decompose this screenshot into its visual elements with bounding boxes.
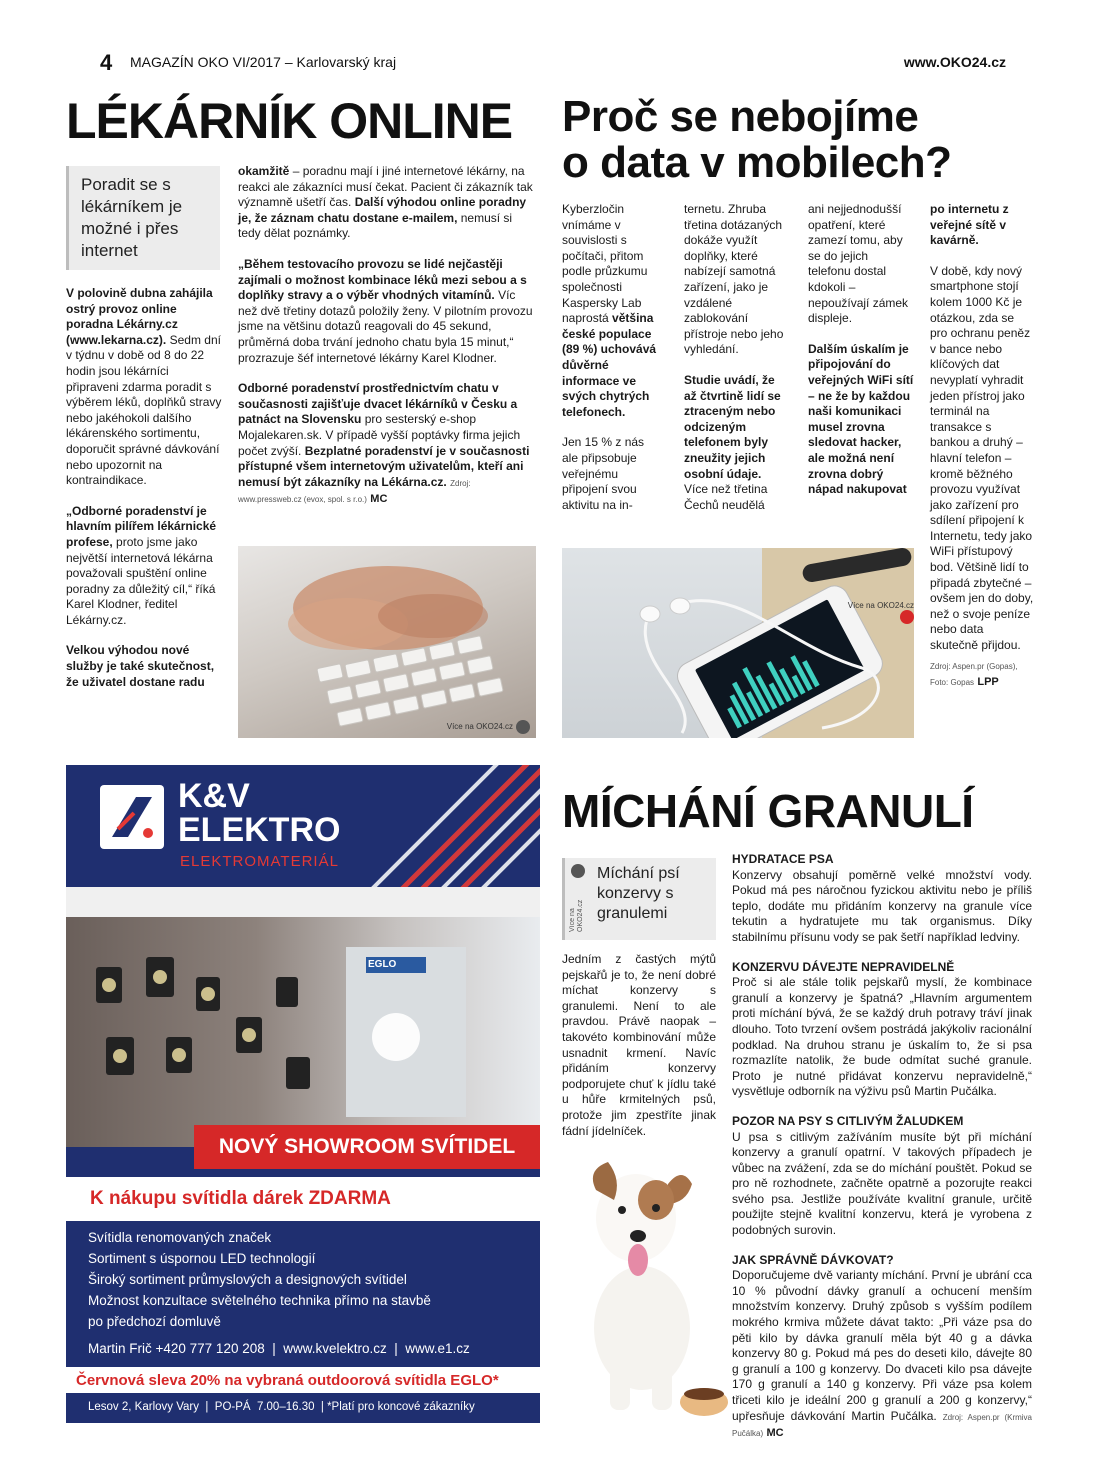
article-mobile-col3 (808, 202, 914, 498)
keyboard-photo (238, 546, 536, 738)
paragraph: ani nejjednodušší opatření, které zamezí tomu, aby se do jejich telefonu dostal kdokoli – nepoužívají zámek displeje. (808, 202, 909, 326)
article-lekarnik-col1 (66, 286, 222, 690)
source-credit: Zdroj: Aspen.pr (Krmiva Pučálka) (732, 1412, 1032, 1439)
paragraph (930, 658, 1034, 691)
section-heading: JAK SPRÁVNĚ DÁVKOVAT? (732, 1252, 894, 1267)
magazine-issue: MAGAZÍN OKO VI/2017 – Karlovarský kraj (130, 54, 397, 70)
gift-text: K nákupu svítidla dárek ZDARMA (90, 1188, 391, 1209)
brand-name: K&V (178, 777, 250, 815)
paragraph: Doporučujeme dvě varianty míchání. První je ubrání cca 10 % původní dávky granulí a ochucení menším množstvím konzervy. Druhý způsob s vyšším podílem mokrého krmiva můžete dávat takto: „Při váze psa do pěti kilo by dávka granulí měla být 40 g a dávka konzervy 80 g. Pokud má pes do deseti kilo, dávejte 80 g granulí a 100 g konzervy. Do dvaceti kilo psa dávejte 170 g granulí a 140 g konzervy. Při váze psa kolem třiceti kilo je ideální 200 g granulí a 200 g konzervy,“ upřesňuje dávkování Martin Pučálka. Zdroj: Aspen.pr (Krmiva Pučálka) MC (732, 1268, 1032, 1440)
paragraph: „Během testovacího provozu se lidé nejčastěji zajímali o možnost kombinace léků mezi sebou a s doplňky stravy a o výběr vhodných vitamínů. Víc než dvě třetiny dotazů položily ženy. V pilotním provozu jsme na většinu dotazů reagovali do 45 sekund, průměrná doba trvání jednoho chatu byla 15 minut,“ prozrazuje šéf internetové lékárny Karel Klodner. (238, 256, 533, 365)
more-at-oko24-badge: Více na OKO24.cz (447, 720, 530, 734)
feature-item: Široký sortiment průmyslových a designových svítidel (88, 1272, 407, 1287)
article-lekarnik-col2 (238, 164, 536, 508)
feature-item: Svítidla renomovaných značek (88, 1230, 272, 1245)
vice-text: Více na OKO24.cz (569, 899, 584, 932)
article-granule-body (732, 852, 1032, 1442)
showroom-banner (194, 1125, 540, 1169)
feature-item: Sortiment s úspornou LED technologií (88, 1251, 316, 1266)
sale-strip (66, 1367, 540, 1393)
title-line: o data v mobilech? (562, 138, 952, 187)
pullquote-text: Poradit se s lékárníkem je možné i přes internet (81, 175, 183, 260)
paragraph: Jen 15 % z nás ale připsobuje veřejnému připojení svou aktivitu na in- (562, 435, 645, 512)
paragraph: Dalším úskalím je připojování do veřejných WiFi sítí – ne že by každou naši komunikaci musel zrovna sledovat hacker, ale možná není zrovna dobrý nápad nakupovat (808, 341, 914, 497)
article-granule-title: MÍCHÁNÍ GRANULÍ (562, 785, 974, 837)
kv-logo-icon (100, 785, 164, 849)
feature-item: Možnost konzultace světelného technika přímo na stavbě (88, 1293, 431, 1308)
paragraph: Kyberzločin vnímáme v souvislosti s počítači, přitom podle průzkumu společnosti Kaspersky Lab naprostá většina české populace (89 %) uchovává důvěrné informace ve svých chytrých telefonech. (562, 202, 657, 419)
article-granule-intro: Jedním z častých mýtů pejskařů je to, že není dobré míchat konzervy s granulemi. Není to ale pravdou. Právě naopak – takovéto kombinování může usnadnit krmení. Navíc přidáním konzervy podporujete chuť k jídlu také u hůře krmitelných psů, protože jim zpestříte jinak fádní jídelníček. (562, 952, 716, 1138)
ad-header (66, 765, 540, 887)
source-credit: Zdroj: Aspen.pr (Gopas), Foto: Gopas (930, 661, 1018, 688)
article-mobile-col1 (562, 202, 662, 513)
pullquote (562, 858, 716, 940)
kv-elektro-advert[interactable] (66, 765, 540, 1423)
gift-strip (66, 1177, 540, 1221)
page-number: 4 (100, 50, 113, 75)
showroom-lamps-illustration (66, 887, 540, 1147)
ad-footer: Lesov 2, Karlovy Vary | PO-PÁ 7.00–16.30 | *Platí pro koncové zákazníky (88, 1401, 475, 1413)
oko-logo-icon (900, 610, 914, 624)
source-credit: Zdroj: www.pressweb.cz (evox, spol. s r.o.) (238, 478, 471, 505)
section-heading: POZOR NA PSY S CITLIVÝM ŽALUDKEM (732, 1113, 964, 1128)
paragraph: Studie uvádí, že až čtvrtině lidí se ztraceným nebo odcizeným telefonem byly zneužity jejich osobní údaje. Více než třetina Čechů neudělá (684, 372, 781, 512)
article-mobile-col2 (684, 202, 788, 513)
feature-item: po předchozí domluvě (88, 1314, 221, 1329)
phone-earphones-illustration (562, 548, 914, 738)
oko-logo-icon (516, 720, 530, 734)
dog-photo (556, 1140, 728, 1422)
paragraph: „Odborné poradenství je hlavním pilířem lékárnické profese, proto jsme jako největší internetová lékárna považovali spuštění online poradny za důležitý cíl,“ říká Karel Klodner, ředitel Lékárny.cz. (66, 503, 217, 627)
section-heading: KONZERVU DÁVEJTE NEPRAVIDELNĚ (732, 959, 955, 974)
paragraph: Konzervy obsahují poměrně velké množství vody. Pokud má pes náročnou fyzickou aktivitu nebo je příliš teplo, dodáte mu přidáním konzervy na granule více tekutin a hydratujete mu tak organismus. Díky stabilnímu přísunu vody se pak šetří například ledviny. (732, 867, 1032, 944)
section-heading: HYDRATACE PSA (732, 852, 834, 866)
showroom-photo (66, 887, 540, 1147)
paragraph: Velkou výhodou nové služby je také skutečnost, že uživatel dostane radu (66, 643, 215, 689)
article-mobile-data-title (562, 94, 952, 186)
eglo-sign: EGLO (368, 959, 397, 970)
typing-hands-illustration (238, 546, 536, 738)
ad-features-list (88, 1227, 528, 1332)
smartphone-photo (562, 548, 914, 738)
article-mobile-col4 (930, 202, 1034, 691)
ad-contact[interactable]: Martin Frič +420 777 120 208 | www.kvelektro.cz | www.e1.cz (88, 1341, 470, 1356)
pullquote (66, 166, 220, 270)
more-at-oko24-badge: Více na OKO24.cz (846, 601, 914, 624)
paragraph: Proč si ale stále tolik pejskařů myslí, že kombinace granulí a konzervy je špatná? „Hlavním argumentem proti míchání bývá, že se každý druh potravy tráví jinak dlouho. Toto tvrzení ovšem postrádá jakýkoliv racionální podklad. Na druhou stranu je úskalím to, že si psa rozmazlíte natolik, že bude odmítat suché granule. Proto je nutné přidávat konzervu nepravidelně,“ vysvětluje odborník na výživu psů Martin Pučálka. (732, 975, 1032, 1099)
page-header (100, 50, 1006, 76)
paragraph: Odborné poradenství prostřednictvím chatu v současnosti zajišťuje dvacet lékárníků v Česku a patnáct na Slovensku pro sesterský e-shop Mojalekaren.sk. V případě vyšší poptávky firma jejich počet zvýší. Bezplatné poradenství je v současnosti přístupné všem internetovým uživatelům, kteří ani nemusí být zákazníky na Lékárna.cz. Zdroj: www.pressweb.cz (evox, spol. s r.o.) MC (238, 381, 530, 506)
paragraph: okamžitě – poradnu mají i jiné internetové lékárny, na reakci ale zákazníci musí čekat. Pacient či zákazník tak významně ušetří čas. Další výhodou online poradny je, že záznam chatu dostane e-mailem, nemusí si tedy dělat poznámky. (238, 164, 533, 241)
paragraph: po internetu z veřejné sítě v kavárně. (930, 202, 1009, 248)
vice-vertical (569, 864, 591, 934)
paragraph: ternetu. Zhruba třetina dotázaných dokáže využít doplňky, které nabízejí samotná zařízení, jako je vzdálené zablokování přístroje nebo jeho vyhledání. (684, 202, 784, 357)
sale-text: Červnová sleva 20% na vybraná outdoorová svítidla EGLO* (76, 1371, 499, 1389)
website-link[interactable]: www.OKO24.cz (903, 54, 1006, 70)
title-line: Proč se nebojíme (562, 92, 919, 141)
author-signature: LPP (977, 676, 999, 689)
paragraph: V době, kdy nový smartphone stojí kolem 1000 Kč je otázkou, zda se pro ochranu peněz v bance nebo klíčových dat nevyplatí vyhradit jeden přístroj jako terminál na transakce s bankou a druhý – hlavní telefon – kromě běžného provozu využívat jako zařízení pro sdílení připojení k Internetu, tedy jako WiFi přístupový bod. Většině lidí to připadá zbytečné – ovšem jen do doby, než o svoje peníze nebo data skutečně přijdou. (930, 263, 1034, 653)
author-signature: MC (766, 1427, 784, 1440)
oko-logo-icon (571, 864, 585, 878)
pullquote-text: Míchání psí konzervy s granulemi (597, 865, 680, 922)
article-lekarnik-title: LÉKÁRNÍK ONLINE (66, 93, 513, 149)
paragraph: U psa s citlivým zažíváním musíte být při míchání konzervy a granulí opatrní. V takových případech je vůbec na zvážení, zda se do míchání pouštět. Pokud se pro ně rozhodnete, začněte opatrně a pozorujte reakci svého psa. Jestliže používáte kvalitní granule, určitě použijte stejně kvalitní konzervu, která je vyrobena z podobných surovin. (732, 1129, 1032, 1238)
paragraph: V polovině dubna zahájila ostrý provoz online poradna Lékárny.cz (www.lekarna.cz). Sedm dní v týdnu v době od 8 do 22 hodin jsou lékárníci připraveni zdarma poradit s výběrem léků, doplňků stravy nebo jakéhokoli dalšího lékárenského sortimentu, doporučit správné dávkování nebo upozornit na kontraindikace. (66, 286, 222, 488)
banner-text: NOVÝ SHOWROOM SVÍTIDEL (218, 1135, 516, 1158)
brand-name: ELEKTRO (178, 811, 341, 849)
author-signature: MC (370, 493, 388, 506)
brand-subtitle: ELEKTROMATERIÁL (180, 853, 339, 870)
terrier-dog-illustration (556, 1140, 728, 1422)
